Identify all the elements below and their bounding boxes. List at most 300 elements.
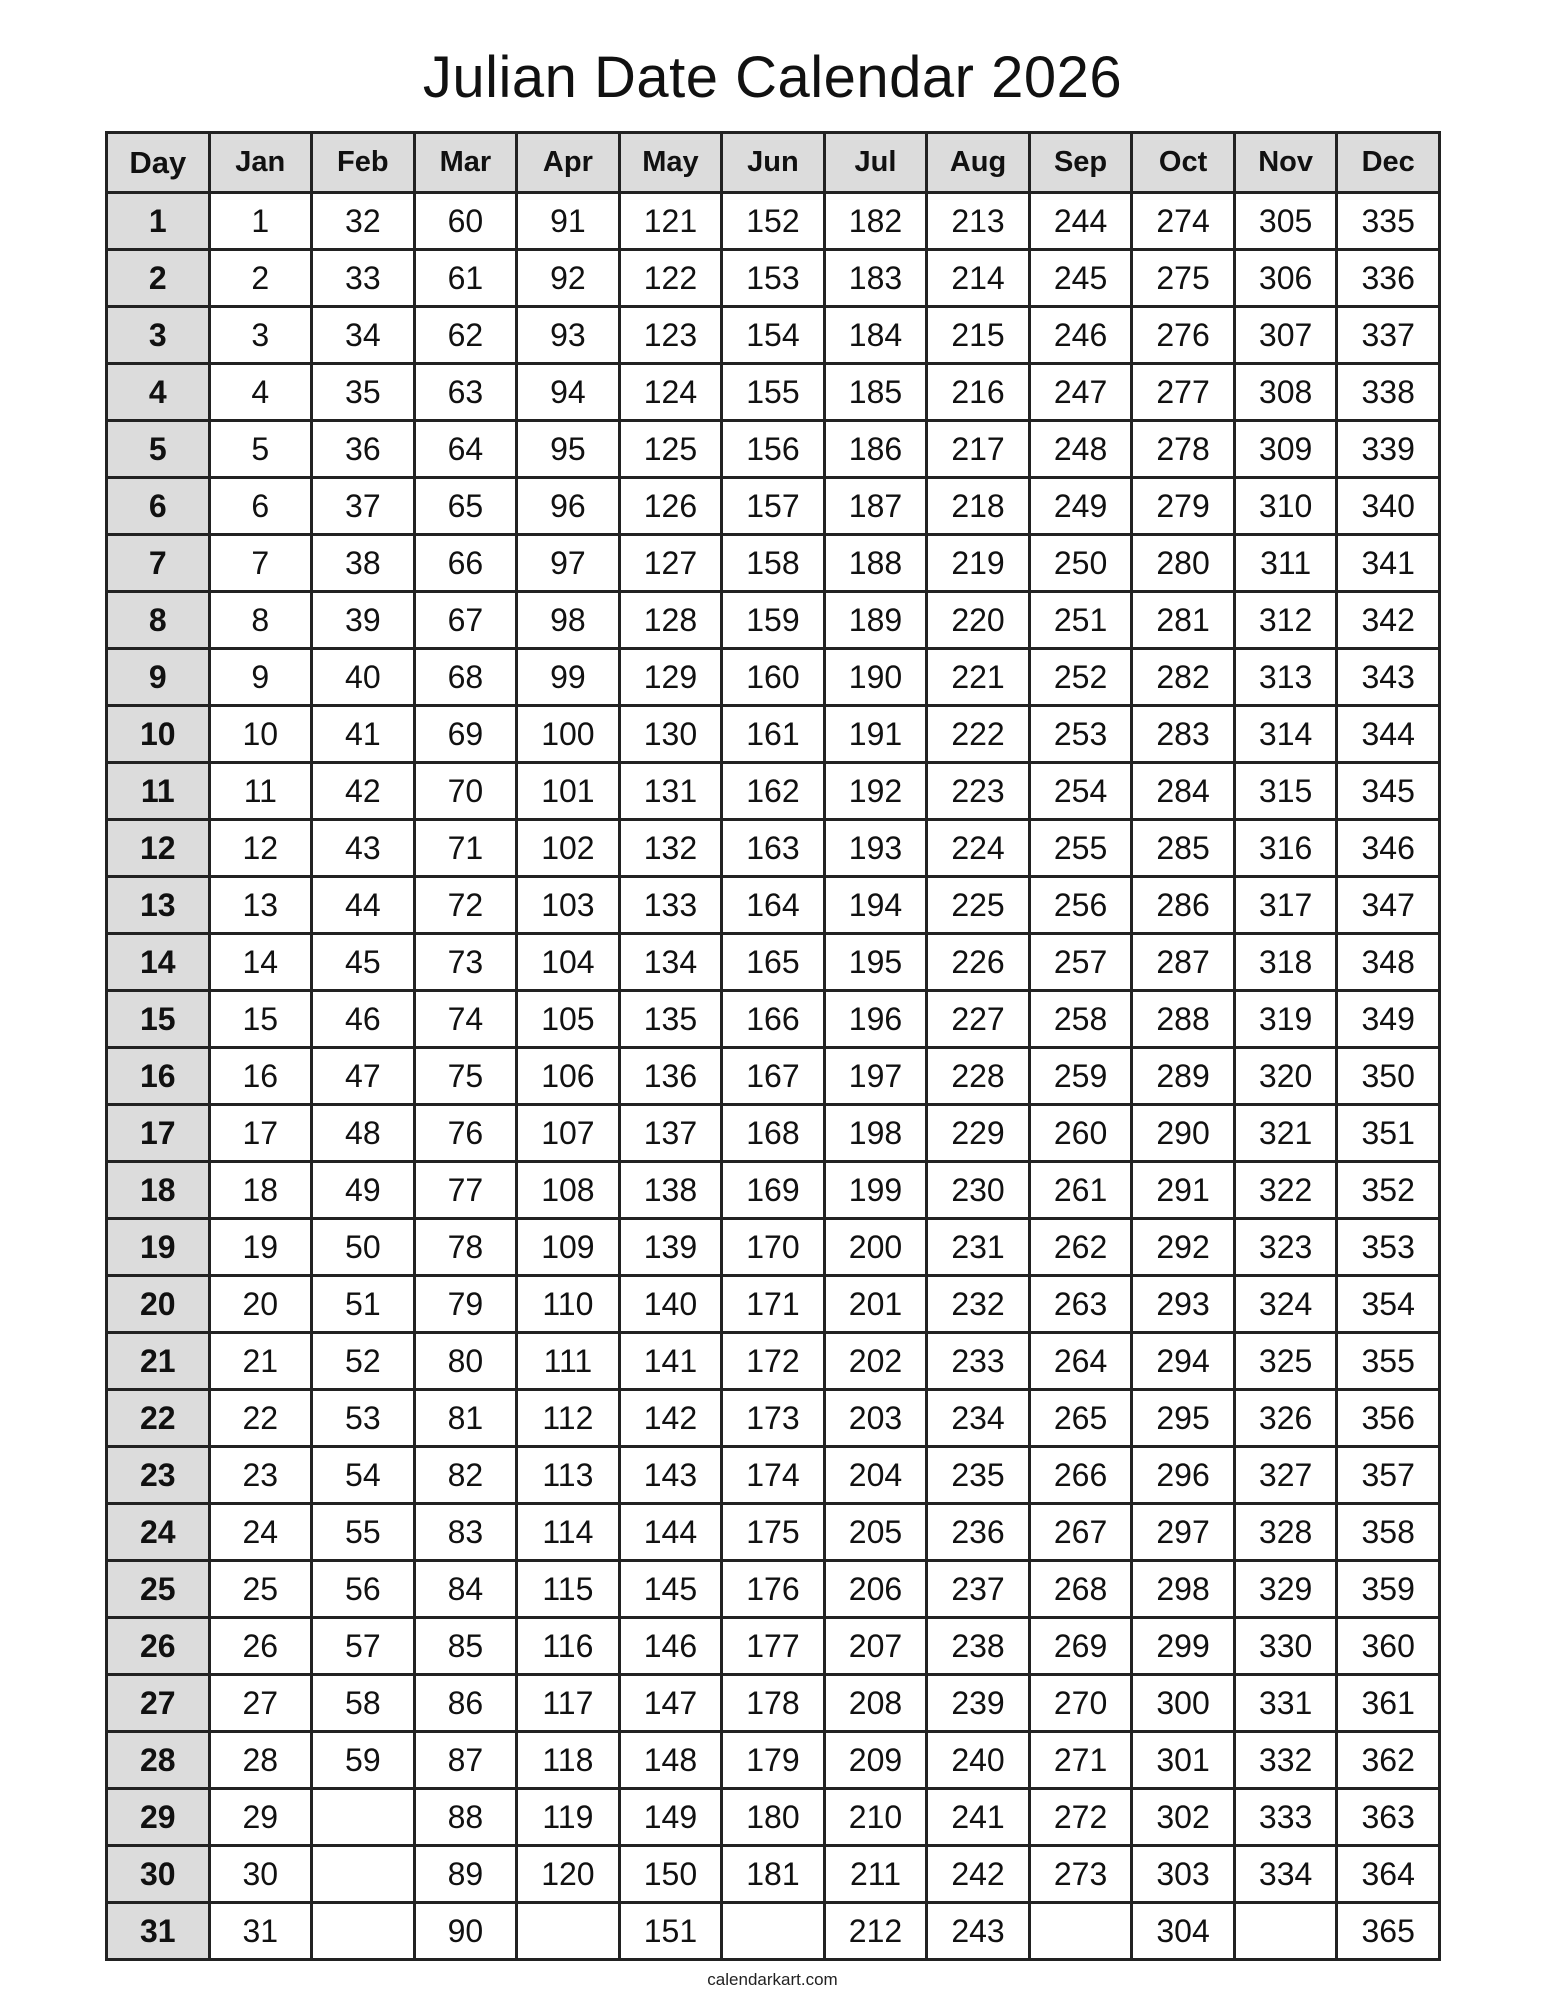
julian-date-cell: 327 [1234,1447,1337,1504]
julian-date-cell: 299 [1132,1618,1235,1675]
column-header-month: Sep [1029,133,1132,193]
table-row [107,1846,1440,1903]
julian-date-cell: 202 [824,1333,927,1390]
julian-date-cell: 125 [619,421,722,478]
julian-date-cell: 190 [824,649,927,706]
julian-date-cell: 350 [1337,1048,1440,1105]
julian-date-cell: 229 [927,1105,1030,1162]
julian-date-cell: 81 [414,1390,517,1447]
julian-date-cell: 145 [619,1561,722,1618]
julian-date-cell: 119 [517,1789,620,1846]
julian-date-cell: 15 [209,991,312,1048]
julian-date-cell: 262 [1029,1219,1132,1276]
julian-date-cell: 111 [517,1333,620,1390]
julian-date-cell: 219 [927,535,1030,592]
day-number-cell: 2 [107,250,210,307]
julian-date-cell: 263 [1029,1276,1132,1333]
julian-date-cell: 26 [209,1618,312,1675]
julian-date-cell: 305 [1234,193,1337,250]
julian-date-cell: 34 [312,307,415,364]
julian-date-cell: 297 [1132,1504,1235,1561]
julian-date-cell: 30 [209,1846,312,1903]
julian-date-cell: 129 [619,649,722,706]
julian-date-cell: 259 [1029,1048,1132,1105]
julian-date-cell: 361 [1337,1675,1440,1732]
julian-date-cell: 147 [619,1675,722,1732]
julian-date-cell: 228 [927,1048,1030,1105]
julian-date-cell: 17 [209,1105,312,1162]
julian-date-cell: 312 [1234,592,1337,649]
julian-date-cell: 140 [619,1276,722,1333]
julian-date-cell: 210 [824,1789,927,1846]
julian-date-cell: 69 [414,706,517,763]
julian-date-cell: 59 [312,1732,415,1789]
julian-date-cell: 225 [927,877,1030,934]
julian-date-cell: 272 [1029,1789,1132,1846]
julian-date-cell: 333 [1234,1789,1337,1846]
table-row [107,1219,1440,1276]
day-number-cell: 29 [107,1789,210,1846]
table-row [107,1048,1440,1105]
julian-date-cell: 123 [619,307,722,364]
julian-date-cell: 108 [517,1162,620,1219]
julian-date-cell: 65 [414,478,517,535]
julian-date-cell: 172 [722,1333,825,1390]
julian-date-cell: 331 [1234,1675,1337,1732]
day-number-cell: 1 [107,193,210,250]
julian-date-cell: 72 [414,877,517,934]
julian-date-cell: 33 [312,250,415,307]
julian-date-cell: 216 [927,364,1030,421]
julian-date-cell: 203 [824,1390,927,1447]
julian-date-cell: 357 [1337,1447,1440,1504]
julian-date-cell: 93 [517,307,620,364]
julian-date-cell: 242 [927,1846,1030,1903]
day-number-cell: 4 [107,364,210,421]
julian-date-cell: 47 [312,1048,415,1105]
column-header-month: Apr [517,133,620,193]
julian-date-cell: 122 [619,250,722,307]
julian-date-cell: 362 [1337,1732,1440,1789]
julian-date-cell: 189 [824,592,927,649]
julian-date-cell: 13 [209,877,312,934]
julian-date-cell: 239 [927,1675,1030,1732]
julian-date-cell: 328 [1234,1504,1337,1561]
julian-date-cell: 355 [1337,1333,1440,1390]
table-row [107,535,1440,592]
julian-date-cell: 166 [722,991,825,1048]
julian-date-cell: 283 [1132,706,1235,763]
table-row [107,1903,1440,1960]
julian-date-cell: 50 [312,1219,415,1276]
julian-date-cell: 301 [1132,1732,1235,1789]
julian-date-cell: 182 [824,193,927,250]
julian-date-cell: 218 [927,478,1030,535]
julian-date-cell: 68 [414,649,517,706]
julian-date-cell: 325 [1234,1333,1337,1390]
julian-date-cell: 98 [517,592,620,649]
day-number-cell: 30 [107,1846,210,1903]
julian-date-cell: 222 [927,706,1030,763]
julian-date-cell: 44 [312,877,415,934]
julian-date-cell: 227 [927,991,1030,1048]
julian-date-cell: 313 [1234,649,1337,706]
julian-date-cell: 200 [824,1219,927,1276]
julian-date-cell: 16 [209,1048,312,1105]
table-row [107,1276,1440,1333]
julian-date-cell: 112 [517,1390,620,1447]
julian-date-cell: 281 [1132,592,1235,649]
julian-date-cell: 42 [312,763,415,820]
julian-date-cell: 115 [517,1561,620,1618]
julian-date-cell [312,1846,415,1903]
footer-credit: calendarkart.com [707,1970,838,1989]
julian-date-cell: 175 [722,1504,825,1561]
julian-date-table [105,131,1441,1961]
julian-date-cell: 78 [414,1219,517,1276]
julian-date-cell: 176 [722,1561,825,1618]
julian-date-cell: 251 [1029,592,1132,649]
julian-date-cell: 275 [1132,250,1235,307]
julian-date-cell: 334 [1234,1846,1337,1903]
day-number-cell: 26 [107,1618,210,1675]
column-header-month: Mar [414,133,517,193]
julian-date-cell: 135 [619,991,722,1048]
table-row [107,991,1440,1048]
day-number-cell: 25 [107,1561,210,1618]
julian-date-cell: 168 [722,1105,825,1162]
julian-date-cell: 60 [414,193,517,250]
julian-date-cell: 86 [414,1675,517,1732]
julian-date-cell: 252 [1029,649,1132,706]
julian-date-cell: 245 [1029,250,1132,307]
julian-date-cell: 116 [517,1618,620,1675]
julian-date-cell: 256 [1029,877,1132,934]
julian-date-cell: 46 [312,991,415,1048]
julian-date-cell: 144 [619,1504,722,1561]
day-number-cell: 14 [107,934,210,991]
table-row [107,934,1440,991]
julian-date-cell: 339 [1337,421,1440,478]
julian-date-cell: 324 [1234,1276,1337,1333]
table-header [107,133,1440,193]
table-row [107,1162,1440,1219]
julian-date-cell: 6 [209,478,312,535]
julian-date-cell: 19 [209,1219,312,1276]
julian-date-cell: 329 [1234,1561,1337,1618]
julian-date-cell: 149 [619,1789,722,1846]
julian-date-cell: 233 [927,1333,1030,1390]
julian-date-cell: 61 [414,250,517,307]
table-row [107,1447,1440,1504]
julian-date-cell: 244 [1029,193,1132,250]
julian-date-cell: 298 [1132,1561,1235,1618]
julian-date-cell: 88 [414,1789,517,1846]
day-number-cell: 31 [107,1903,210,1960]
julian-date-cell: 240 [927,1732,1030,1789]
julian-date-cell: 317 [1234,877,1337,934]
julian-date-cell: 308 [1234,364,1337,421]
julian-date-cell: 120 [517,1846,620,1903]
julian-date-cell: 62 [414,307,517,364]
julian-date-cell: 150 [619,1846,722,1903]
julian-date-cell: 3 [209,307,312,364]
table-row [107,1618,1440,1675]
julian-date-cell: 25 [209,1561,312,1618]
table-row [107,820,1440,877]
julian-date-cell: 330 [1234,1618,1337,1675]
julian-date-cell: 160 [722,649,825,706]
julian-date-cell: 270 [1029,1675,1132,1732]
julian-date-cell: 234 [927,1390,1030,1447]
julian-date-cell: 247 [1029,364,1132,421]
day-number-cell: 21 [107,1333,210,1390]
julian-date-cell: 185 [824,364,927,421]
table-row [107,649,1440,706]
julian-date-cell: 132 [619,820,722,877]
julian-date-cell: 118 [517,1732,620,1789]
julian-date-cell: 232 [927,1276,1030,1333]
julian-date-cell: 92 [517,250,620,307]
julian-date-cell: 76 [414,1105,517,1162]
julian-date-cell: 231 [927,1219,1030,1276]
julian-date-cell: 87 [414,1732,517,1789]
julian-date-cell: 142 [619,1390,722,1447]
julian-date-cell: 173 [722,1390,825,1447]
julian-date-cell: 223 [927,763,1030,820]
julian-date-cell: 348 [1337,934,1440,991]
julian-date-cell: 309 [1234,421,1337,478]
julian-date-cell: 276 [1132,307,1235,364]
day-number-cell: 22 [107,1390,210,1447]
julian-date-cell: 343 [1337,649,1440,706]
julian-date-cell: 18 [209,1162,312,1219]
julian-date-cell: 148 [619,1732,722,1789]
julian-date-cell: 8 [209,592,312,649]
column-header-month: Aug [927,133,1030,193]
julian-date-cell: 194 [824,877,927,934]
julian-date-cell: 179 [722,1732,825,1789]
julian-date-cell: 136 [619,1048,722,1105]
julian-date-cell: 358 [1337,1504,1440,1561]
julian-date-cell: 159 [722,592,825,649]
julian-date-cell: 271 [1029,1732,1132,1789]
julian-date-cell: 235 [927,1447,1030,1504]
julian-date-cell: 238 [927,1618,1030,1675]
julian-date-cell: 351 [1337,1105,1440,1162]
julian-date-cell: 31 [209,1903,312,1960]
julian-date-cell: 212 [824,1903,927,1960]
julian-date-cell: 306 [1234,250,1337,307]
julian-date-cell: 316 [1234,820,1337,877]
julian-date-cell: 82 [414,1447,517,1504]
julian-date-cell: 128 [619,592,722,649]
julian-date-cell: 192 [824,763,927,820]
julian-date-cell: 161 [722,706,825,763]
day-number-cell: 24 [107,1504,210,1561]
julian-date-cell: 39 [312,592,415,649]
julian-date-cell: 83 [414,1504,517,1561]
julian-date-cell: 48 [312,1105,415,1162]
julian-date-cell: 84 [414,1561,517,1618]
julian-date-cell: 102 [517,820,620,877]
julian-date-cell: 193 [824,820,927,877]
julian-date-cell: 152 [722,193,825,250]
julian-date-cell: 195 [824,934,927,991]
julian-date-cell: 146 [619,1618,722,1675]
julian-date-cell: 133 [619,877,722,934]
column-header-month: Jun [722,133,825,193]
julian-date-cell: 217 [927,421,1030,478]
table-row [107,763,1440,820]
table-row [107,478,1440,535]
column-header-month: Jul [824,133,927,193]
julian-date-cell: 208 [824,1675,927,1732]
julian-date-cell: 85 [414,1618,517,1675]
julian-date-cell: 221 [927,649,1030,706]
julian-date-cell: 71 [414,820,517,877]
julian-date-cell: 20 [209,1276,312,1333]
julian-date-cell: 141 [619,1333,722,1390]
column-header-month: Nov [1234,133,1337,193]
julian-date-cell: 260 [1029,1105,1132,1162]
julian-date-cell: 143 [619,1447,722,1504]
table-row [107,1105,1440,1162]
julian-date-cell: 151 [619,1903,722,1960]
julian-date-cell: 10 [209,706,312,763]
julian-date-cell: 23 [209,1447,312,1504]
julian-date-cell: 230 [927,1162,1030,1219]
table-row [107,1504,1440,1561]
julian-date-cell: 319 [1234,991,1337,1048]
julian-date-cell: 188 [824,535,927,592]
julian-date-cell [1029,1903,1132,1960]
julian-date-cell: 213 [927,193,1030,250]
julian-date-cell: 255 [1029,820,1132,877]
day-number-cell: 13 [107,877,210,934]
julian-date-cell: 99 [517,649,620,706]
julian-date-cell: 359 [1337,1561,1440,1618]
julian-date-cell: 288 [1132,991,1235,1048]
julian-date-cell: 340 [1337,478,1440,535]
julian-date-cell: 7 [209,535,312,592]
julian-date-cell: 286 [1132,877,1235,934]
julian-date-cell: 294 [1132,1333,1235,1390]
julian-date-cell: 77 [414,1162,517,1219]
julian-date-cell: 236 [927,1504,1030,1561]
julian-date-cell: 54 [312,1447,415,1504]
julian-date-cell: 51 [312,1276,415,1333]
julian-date-cell: 169 [722,1162,825,1219]
julian-date-cell: 274 [1132,193,1235,250]
day-number-cell: 11 [107,763,210,820]
day-number-cell: 17 [107,1105,210,1162]
table-row [107,706,1440,763]
table-body [107,193,1440,1960]
julian-date-cell: 66 [414,535,517,592]
julian-date-cell: 181 [722,1846,825,1903]
julian-date-cell: 360 [1337,1618,1440,1675]
julian-date-cell: 127 [619,535,722,592]
table-row [107,1732,1440,1789]
julian-date-cell: 12 [209,820,312,877]
julian-date-cell: 162 [722,763,825,820]
julian-date-cell: 24 [209,1504,312,1561]
julian-date-cell: 246 [1029,307,1132,364]
julian-date-cell: 354 [1337,1276,1440,1333]
julian-date-cell: 80 [414,1333,517,1390]
julian-date-cell: 338 [1337,364,1440,421]
day-number-cell: 15 [107,991,210,1048]
column-header-day: Day [107,133,210,193]
julian-date-cell: 171 [722,1276,825,1333]
julian-date-cell [312,1903,415,1960]
julian-date-cell: 124 [619,364,722,421]
julian-date-cell: 43 [312,820,415,877]
julian-date-cell: 55 [312,1504,415,1561]
julian-date-cell: 104 [517,934,620,991]
julian-date-cell: 57 [312,1618,415,1675]
julian-date-cell: 27 [209,1675,312,1732]
julian-date-cell: 74 [414,991,517,1048]
julian-date-cell: 365 [1337,1903,1440,1960]
julian-date-cell: 191 [824,706,927,763]
julian-date-cell: 254 [1029,763,1132,820]
julian-date-cell: 109 [517,1219,620,1276]
julian-date-cell: 346 [1337,820,1440,877]
julian-date-cell: 198 [824,1105,927,1162]
julian-date-cell: 341 [1337,535,1440,592]
julian-date-cell: 315 [1234,763,1337,820]
julian-date-cell: 314 [1234,706,1337,763]
julian-date-cell: 322 [1234,1162,1337,1219]
julian-date-cell: 279 [1132,478,1235,535]
julian-date-cell: 349 [1337,991,1440,1048]
julian-date-cell: 134 [619,934,722,991]
julian-date-cell: 292 [1132,1219,1235,1276]
julian-date-cell: 131 [619,763,722,820]
table-row [107,307,1440,364]
day-number-cell: 8 [107,592,210,649]
julian-date-cell: 220 [927,592,1030,649]
julian-date-cell: 138 [619,1162,722,1219]
julian-date-cell: 209 [824,1732,927,1789]
julian-date-cell: 253 [1029,706,1132,763]
julian-date-cell: 97 [517,535,620,592]
julian-date-cell: 79 [414,1276,517,1333]
julian-date-cell: 364 [1337,1846,1440,1903]
julian-date-cell: 4 [209,364,312,421]
julian-date-cell: 56 [312,1561,415,1618]
julian-date-cell: 186 [824,421,927,478]
julian-date-cell: 2 [209,250,312,307]
julian-date-cell: 291 [1132,1162,1235,1219]
julian-date-cell: 205 [824,1504,927,1561]
julian-date-cell: 154 [722,307,825,364]
day-number-cell: 5 [107,421,210,478]
julian-date-cell: 96 [517,478,620,535]
column-header-month: May [619,133,722,193]
julian-date-cell: 178 [722,1675,825,1732]
julian-date-cell: 268 [1029,1561,1132,1618]
julian-date-cell: 215 [927,307,1030,364]
julian-date-cell: 290 [1132,1105,1235,1162]
julian-date-cell: 165 [722,934,825,991]
julian-date-cell: 310 [1234,478,1337,535]
julian-date-cell: 1 [209,193,312,250]
julian-date-cell: 321 [1234,1105,1337,1162]
julian-date-cell: 105 [517,991,620,1048]
